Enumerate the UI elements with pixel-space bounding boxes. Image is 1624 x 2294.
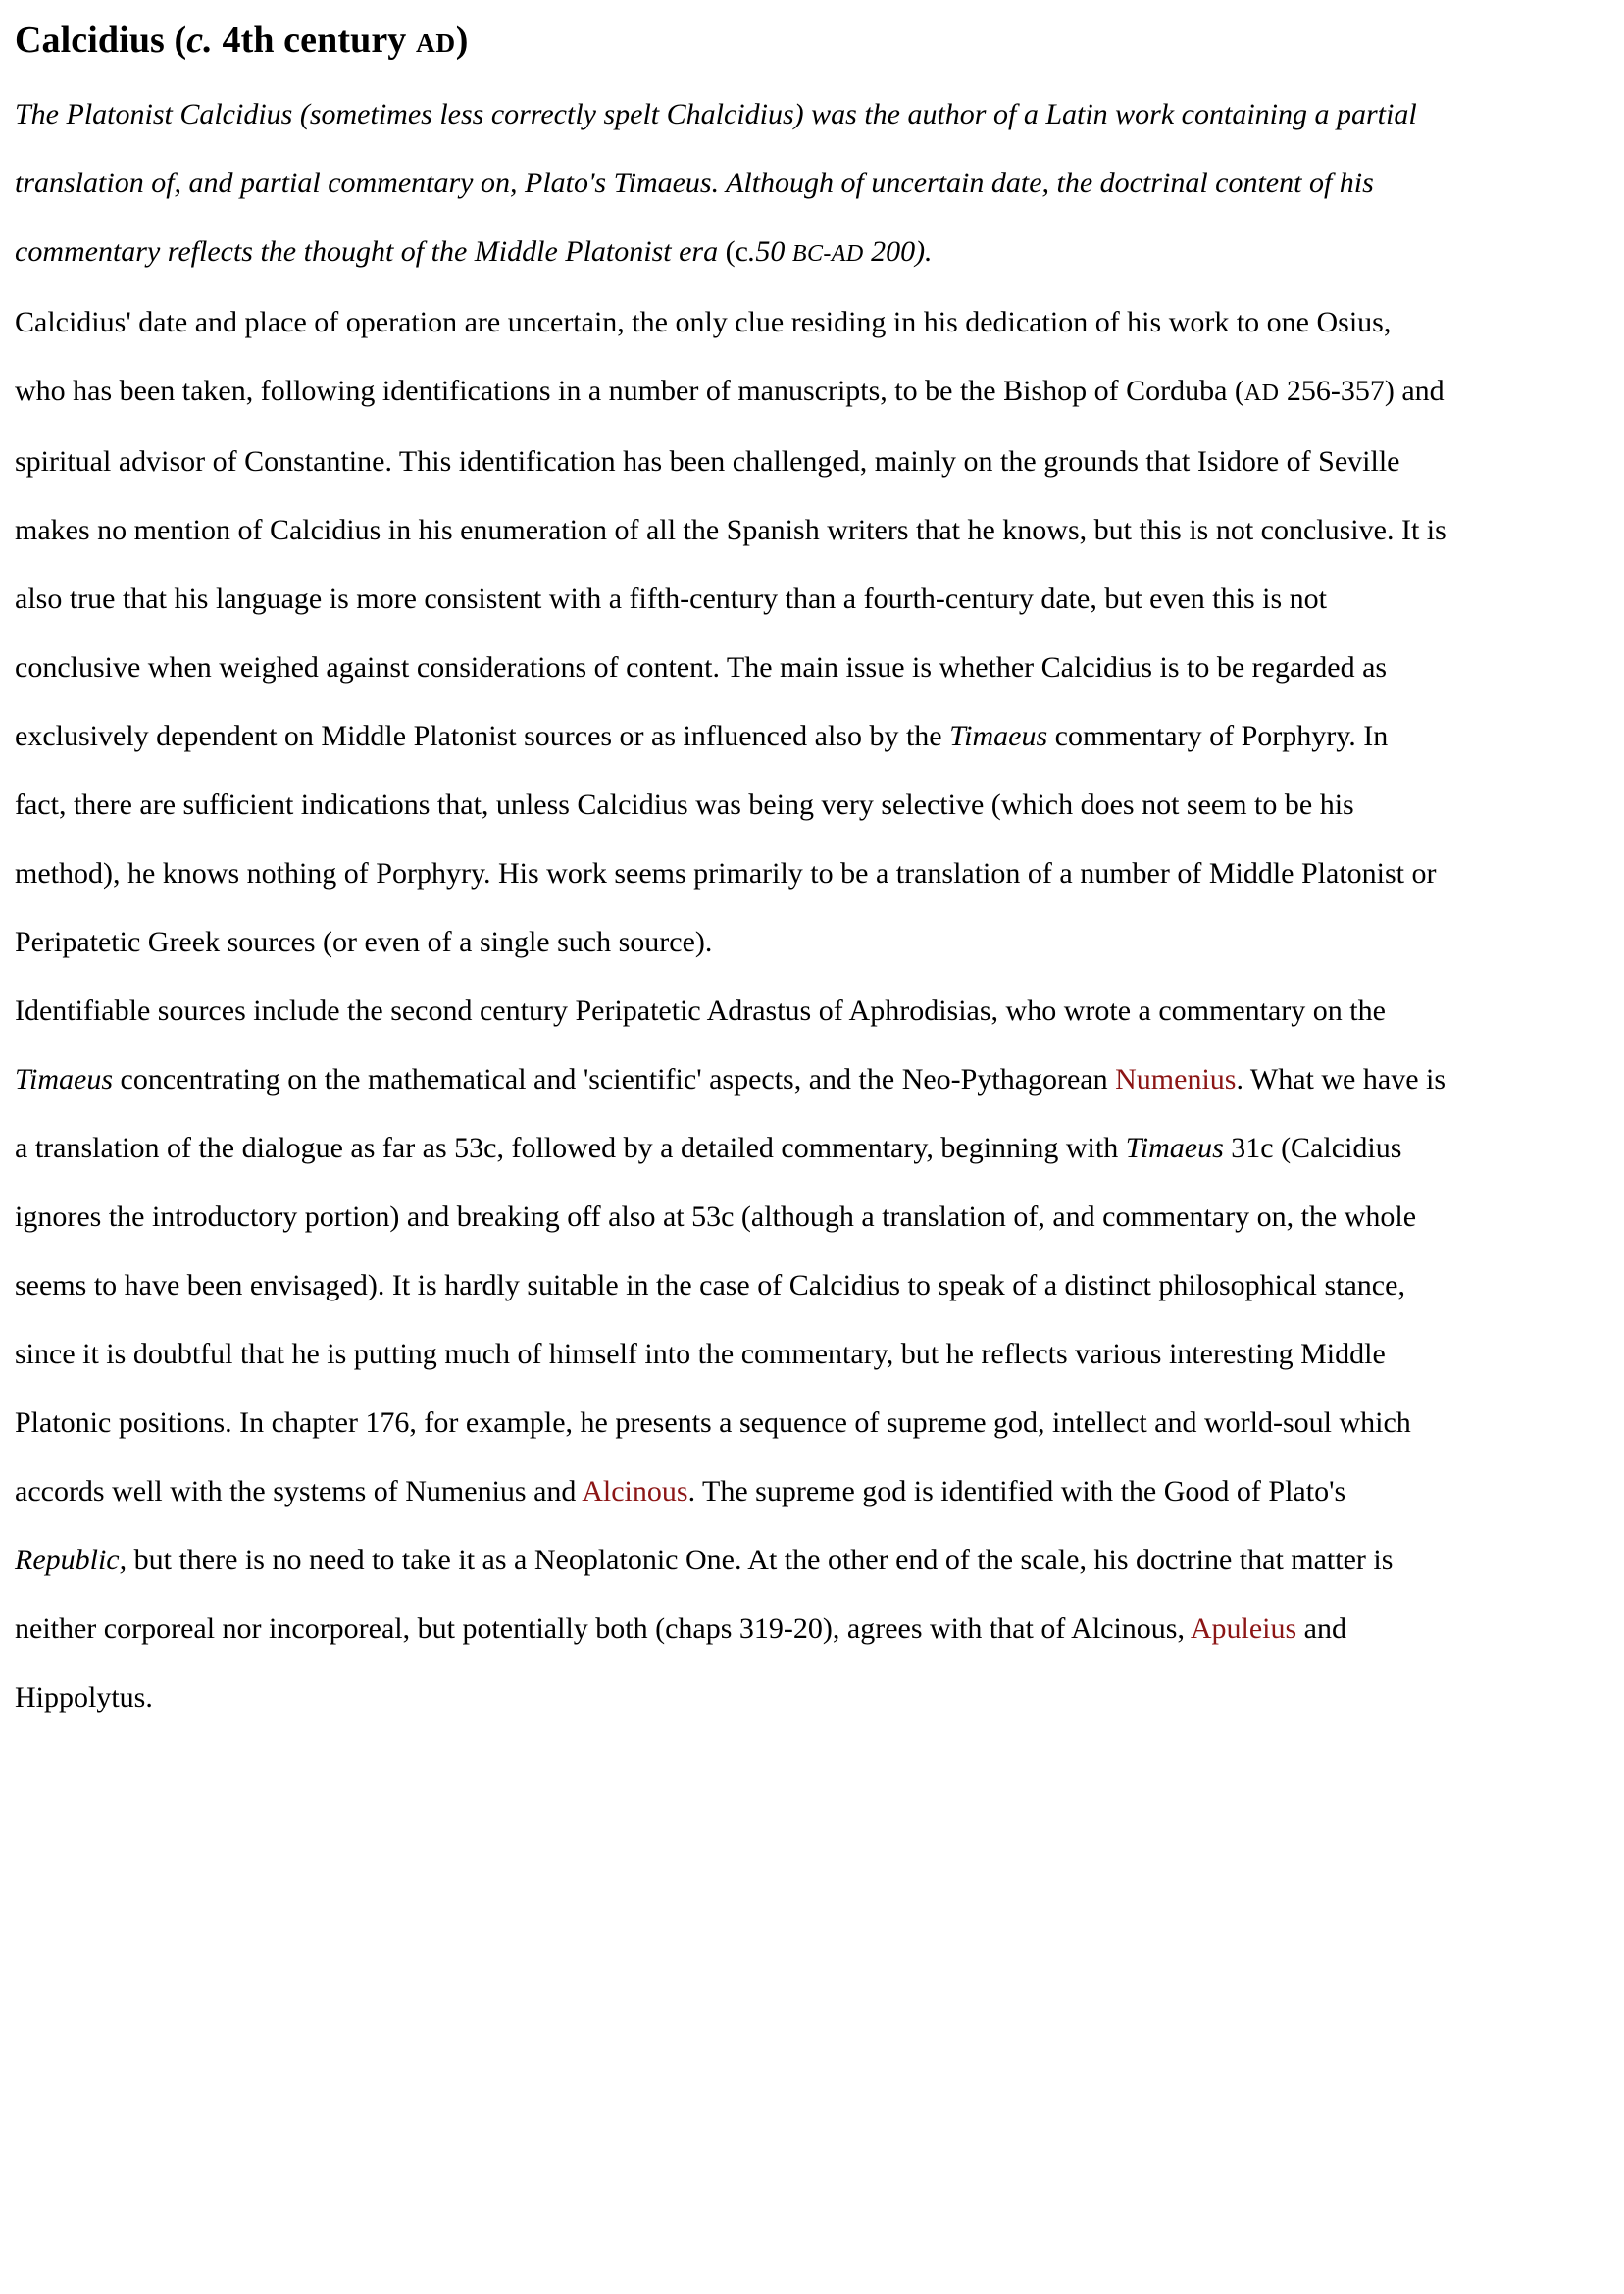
page-bottom-whitespace [15,1732,1446,2281]
p1-era-smallcaps: AD [1243,381,1280,406]
link-apuleius[interactable]: Apuleius [1190,1612,1297,1645]
lede-paragraph [15,59,1446,288]
lede-circa-open: (c [725,235,748,268]
p2-text-c: . What we have is a translation of the dialogue as far as 53c, followed by a detailed commentary, beginning with [15,1063,1446,1164]
lede-era-smallcaps: BC-AD [791,241,864,267]
title-era-smallcaps: AD [415,28,456,58]
p2-work-title-timaeus: Timaeus [15,1063,114,1096]
lede-sentence-main: The Platonist Calcidius (sometimes less correctly spelt Chalcidius) was the author of a Latin work containing a partial translation of, and partial commentary on, Plato's Timaeus. Although of uncertain date, the doctrinal content of his commentary reflects the thought of the Middle Platonist era [15,98,1417,268]
title-century-part: 4th century [212,20,416,61]
p1-text-a: Calcidius' date and place of operation are uncertain, the only clue residing in his dedication of his work to one Osius, who has been taken, following identifications in a number of manuscripts, to be the Bishop of Corduba ( [15,306,1392,407]
p2-work-title-republic: Republic, [15,1544,127,1576]
body-paragraph-1 [15,288,1446,977]
p2-text-b: concentrating on the mathematical and 'scientific' aspects, and the Neo-Pythagorean [113,1063,1116,1096]
title-name-part: Calcidius ( [15,20,187,61]
p2-text-f: but there is no need to take it as a Neoplatonic One. At the other end of the scale, his doctrine that matter is neither corporeal nor incorporeal, but potentially both (chaps 319-20), agrees with that of Alcinous, [15,1544,1394,1645]
lede-year-ad: 200). [863,235,933,268]
p1-text-c: commentary of Porphyry. In fact, there are sufficient indications that, unless Calcidius was being very selective (which does not seem to be his method), he knows nothing of Porphyry. His work seems primarily to be a translation of a number of Middle Platonist or Peripatetic Greek sources (or even of a single such source). [15,720,1437,958]
p2-text-a: Identifiable sources include the second century Peripatetic Adrastus of Aphrodisias, who wrote a commentary on the [15,994,1386,1027]
p1-text-b: 256-357) and spiritual advisor of Constantine. This identification has been challenged, mainly on the grounds that Isidore of Seville makes no mention of Calcidius in his enumeration of all the Spanish writers that he knows, but this is not conclusive. It is also true that his language is more consistent with a fifth-century than a fourth-century date, but even this is not conclusive when weighed against considerations of content. The main issue is whether Calcidius is to be regarded as exclusively dependent on Middle Platonist sources or as influenced also by the [15,375,1446,752]
lede-year-bc: .50 [747,235,792,268]
p2-text-g: and Hippolytus. [15,1612,1346,1713]
body-paragraph-2 [15,977,1446,1732]
p2-work-title-timaeus-2: Timaeus [1125,1132,1224,1164]
page-title [15,0,1446,59]
p1-work-title-timaeus: Timaeus [949,720,1048,752]
title-close-paren: ) [455,20,469,61]
link-alcinous[interactable]: Alcinous [582,1475,688,1507]
title-circa-italic: c. [186,20,213,61]
p2-text-d: 31c (Calcidius ignores the introductory portion) and breaking off also at 53c (although a translation of, and commentary on, the whole seems to have been envisaged). It is hardly suitable in the case of Calcidius to speak of a distinct philosophical stance, since it is doubtful that he is putting much of himself into the commentary, but he reflects various interesting Middle Platonic positions. In chapter 176, for example, he presents a sequence of supreme god, intellect and world-soul which accords well with the systems of Numenius and [15,1132,1417,1507]
document-content [15,0,1446,2281]
link-numenius[interactable]: Numenius [1115,1063,1237,1096]
p2-text-e: . The supreme god is identified with the Good of Plato's [687,1475,1346,1507]
